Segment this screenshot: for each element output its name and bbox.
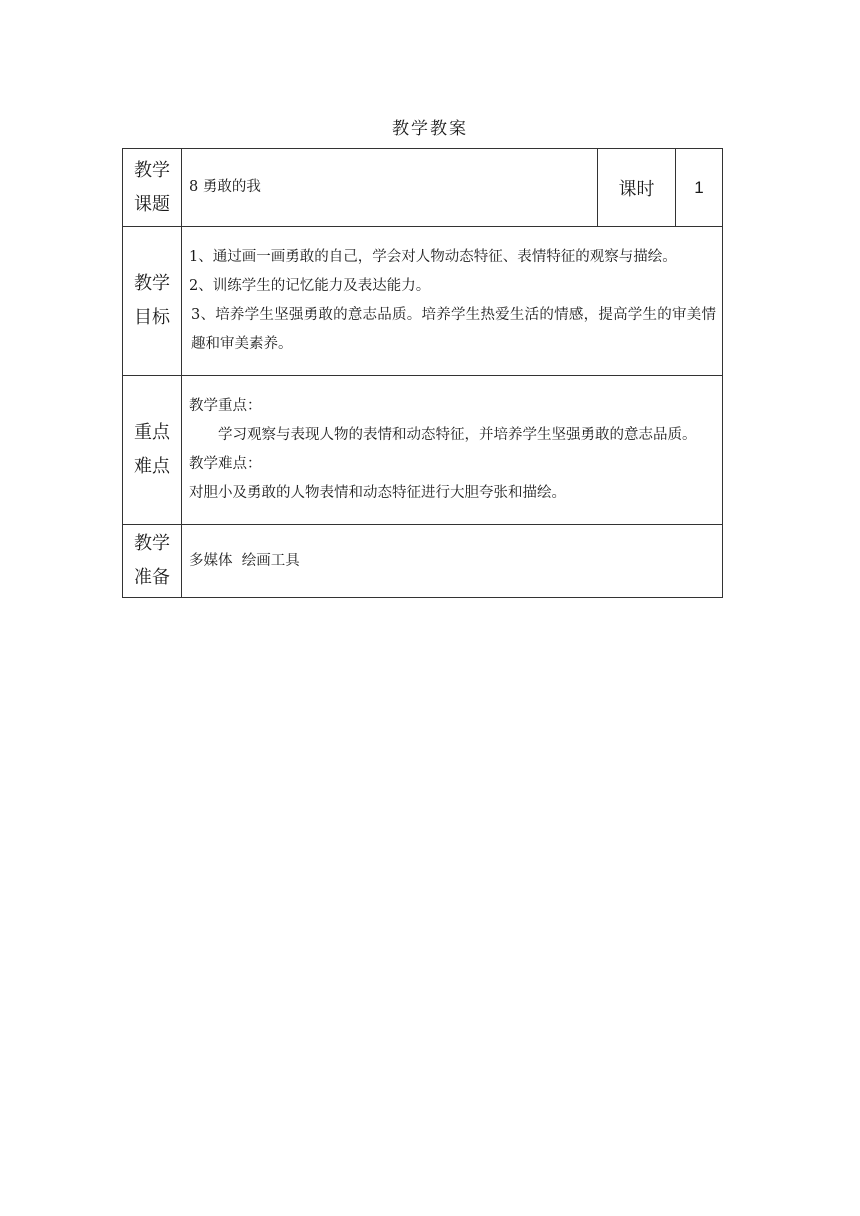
key-points-row bbox=[123, 376, 723, 525]
goal-item: 1、通过画一画勇敢的自己，学会对人物动态特征、表情特征的观察与描绘。 bbox=[189, 249, 677, 265]
goals-label-line1: 教学 bbox=[134, 273, 170, 294]
difficulty-text: 对胆小及勇敢的人物表情和动态特征进行大胆夸张和描绘。 bbox=[189, 485, 566, 501]
focus-heading: 教学重点： bbox=[189, 398, 262, 414]
topic-row bbox=[123, 149, 723, 227]
goals-label-line2: 目标 bbox=[134, 307, 170, 328]
topic-label-line1: 教学 bbox=[134, 159, 170, 181]
focus-text: 学习观察与表现人物的表情和动态特征，并培养学生坚强勇敢的意志品质。 bbox=[218, 427, 697, 443]
goal-item: 2、训练学生的记忆能力及表达能力。 bbox=[189, 278, 431, 294]
key-points-content bbox=[182, 376, 723, 525]
goal-item: 3、培养学生坚强勇敢的意志品质。培养学生热爱生活的情感，提高学生的审美情趣和审美素养。 bbox=[191, 307, 716, 352]
preparation-content bbox=[182, 525, 723, 598]
preparation-label bbox=[123, 525, 182, 598]
difficulty-heading: 教学难点： bbox=[189, 456, 262, 472]
goals-label bbox=[123, 227, 182, 376]
key-points-label-line2: 难点 bbox=[134, 456, 170, 477]
preparation-label-line2: 准备 bbox=[134, 567, 170, 588]
topic-value-cell bbox=[182, 149, 598, 227]
lesson-plan-table bbox=[122, 148, 723, 598]
hours-value: 1 bbox=[676, 149, 723, 227]
topic-label bbox=[123, 149, 182, 227]
goals-content bbox=[182, 227, 723, 376]
hours-label: 课时 bbox=[598, 149, 676, 227]
preparation-label-line1: 教学 bbox=[134, 533, 170, 554]
preparation-value: 多媒体 绘画工具 bbox=[189, 552, 300, 569]
topic-value: 8 勇敢的我 bbox=[189, 179, 261, 195]
goals-row bbox=[123, 227, 723, 376]
key-points-label bbox=[123, 376, 182, 525]
document-title: 教学教案 bbox=[392, 119, 468, 139]
topic-label-line2: 课题 bbox=[134, 193, 170, 215]
key-points-label-line1: 重点 bbox=[134, 422, 170, 443]
preparation-row bbox=[123, 525, 723, 598]
